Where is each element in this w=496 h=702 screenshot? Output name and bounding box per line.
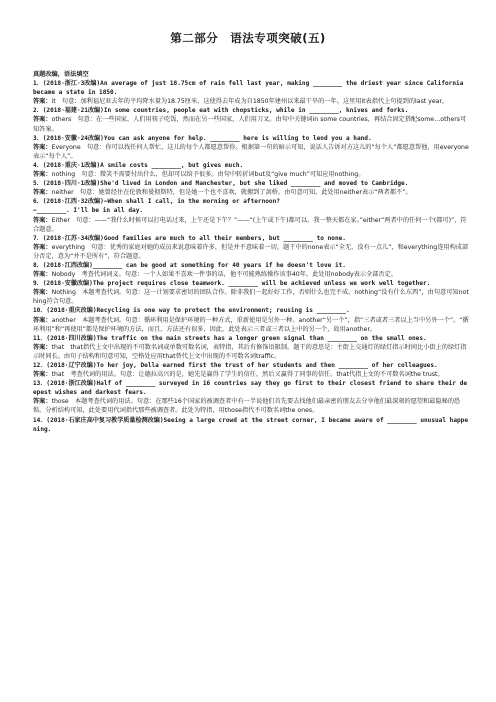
answer-text (33, 170, 469, 179)
answer-explanation: that that指代上文中出现的不可数名词或单数可数名词，表特指，其后有修饰语限制。题干的意思是：主街上交通灯的绿灯指示时间比小街上的绿灯指示时间长。由句子结构和句意可知，空格处应用that替代上文中出现的不可数名词traffic。 (33, 343, 467, 360)
answer-label: 答案： (33, 143, 52, 151)
answer-text (33, 115, 469, 133)
question-text: 5．(2018·四川·1改编)She'd lived in London and Manchester, but she liked ________ and moved to Cambridge. (33, 180, 409, 188)
question-text: 9．(2018·安徽改编)The project requires close teamwork. ________ will be achieved unless we work well together. (33, 280, 431, 288)
answer-text (33, 270, 469, 279)
answer-label: 答案： (33, 98, 52, 106)
question-text: 13．(2018·浙江改编)Half of ________ surveyed in 16 countries say they go first to their closest friend to share their deepest wishes and darkest fears. (33, 380, 468, 397)
answer-explanation: others 句意：在一些国家，人们用筷子吃饭，然而在另一些国家，人们用刀叉。由句中关键词in some countries，再结合固定搭配some…others可知答案。 (33, 116, 467, 133)
answer-text (33, 188, 469, 197)
question-text: 3．(2018·安徽·24改编)You can ask anyone for help. ________ here is willing to lend you a hand. (33, 134, 372, 142)
answer-text (33, 143, 469, 161)
answer-text (33, 397, 469, 415)
answer-label: 答案： (33, 343, 52, 351)
answer-text (33, 97, 469, 106)
question-text: 7．(2018·江苏·34改编)Good families are much to all their members, but ________ to none. (33, 234, 346, 242)
question-text: 12．(2018·辽宁改编)To her joy, Della earned first the trust of her students and then ________ of her colleagues. (33, 362, 438, 369)
answer-text (33, 243, 469, 261)
question-text: 1．(2018·浙江·3改编)An average of just 18.75cm of rain fell last year, making ________ the driest year since California became a state in 1850. (33, 80, 464, 97)
answer-explanation: nothing 句意：微笑不需要付出什么，但却可以给予很多。由句中转折词but及“give much”可知应用nothing。 (51, 171, 365, 179)
question-text: 11．(2018·四川改编)The traffic on the main streets has a longer green signal than ________ on the small ones. (33, 334, 427, 342)
answer-text (33, 343, 469, 361)
answer-text (33, 288, 469, 306)
section-heading: 真题改编，语法填空 (33, 71, 89, 78)
answer-label: 答案： (33, 243, 52, 251)
answer-text (33, 370, 469, 379)
answer-explanation: Either 句意：——“我什么时候可以打电话过来，上午还是下午？”——“(上午或下午)都可以。我一整天都在家。”either“两者中的任何一个(都可)”，符合题意。 (33, 216, 467, 233)
answer-text (33, 316, 469, 334)
answer-explanation: those 本题考查代词的用法。句意：在那些16个国家的被调查者中有一半说他们首先要去找他们最亲密的朋友去分享他们最深刻的愿望和最隐秘的恐惧。分析结构可知，此处要用代词指代那些被调查者。此处为特指，用those指代不可数名词the ones。 (33, 398, 461, 415)
question-text: 14．(2018·石家庄高中复习教学质量检测改编)Seeing a large crowd at the street corner, I became aware of ________ unusual happening. (33, 416, 469, 433)
exercise-body (33, 70, 469, 434)
answer-text (33, 216, 469, 234)
answer-explanation: neither 句意：她曾经住在伦敦和曼彻斯特，但是她一个也不喜欢，就搬到了剑桥。由句意可知，此处用neither表示“两者都不”。 (51, 189, 412, 197)
question-text: 4．(2018·重庆·1改编)A smile costs ________, but gives much. (33, 161, 244, 169)
answer-label: 答案： (33, 398, 52, 406)
answer-explanation: Nothing 本题考查代词。句意：这一计划要求密切的团队合作。除非我们一起好好工作，否则什么也完不成。nothing“没有什么东西”，由句意可知nothing符合句意。 (33, 289, 469, 306)
answer-label: 答案： (33, 216, 52, 224)
answer-explanation: another 本题考查代词。句意：循环利用是保护环境的一种方式，重新使用是另外一种。another“另一个”，指“三者或者三者以上当中另外一个”。“循环利用”和“再使用”都是保护环境的方法，而且，方法还有很多，因此，此处表示三者或三者以上中的另一个，故用another。 (33, 316, 469, 333)
answer-explanation: Nobody 考查代词词义。句意：一个人如果不喜欢一件事的话，他不可能熟练操作该事40年。此处用nobody表示全部否定。 (51, 271, 397, 279)
answer-explanation: it 句意：加利福尼亚去年的平均降水量为18.75厘米，这使得去年成为自1850年建州以来最干旱的一年。这里用it表指代上句提到的last year。 (51, 98, 449, 106)
answer-label: 答案： (33, 116, 52, 124)
answer-label: 答案： (33, 171, 52, 179)
answer-explanation: Everyone 句意：你可以找任何人帮忙，这儿的每个人都愿意帮你。根据第一句的暗示可知，说话人告诉对方这儿的“每个人”都愿意帮他，用everyone表示“每个人”。 (33, 143, 469, 160)
question-text: 10．(2018·重庆改编)Recycling is one way to protect the environment; reusing is ________. (33, 307, 350, 315)
answer-explanation: everything 句意：优秀的家庭对她的成员来说意味着许多，但是并不意味着一切。题干中的none表示“全无，没有一点儿”，和everything连用构成部分否定，意为“并不是所有”，符合题意。 (33, 243, 469, 260)
answer-label: 答案： (33, 289, 52, 297)
answer-label: 答案： (33, 371, 52, 379)
page-title: 第二部分 语法专项突破(五) (170, 31, 326, 45)
question-text: 6．(2018·江西·32改编)—When shall I call, in the morning or afternoon? —________. I'll be in all day. (33, 198, 280, 215)
answer-label: 答案： (33, 189, 52, 197)
question-list (33, 79, 469, 434)
question-text: 2．(2018·福建·21改编)In some countries, people eat with chopsticks, while in ________, knives and forks. (33, 107, 409, 115)
answer-label: 答案： (33, 316, 52, 324)
answer-explanation: that 考查代词的用法。句意：让德拉高兴的是，她先是赢得了学生的信任，然后又赢得了同事的信任。that代指上文的不可数名词the trust。 (51, 371, 444, 379)
answer-label: 答案： (33, 271, 52, 279)
question-text: 8．(2018·江西改编)________ can be good at something for 40 years if he doesn't love it. (33, 261, 346, 269)
